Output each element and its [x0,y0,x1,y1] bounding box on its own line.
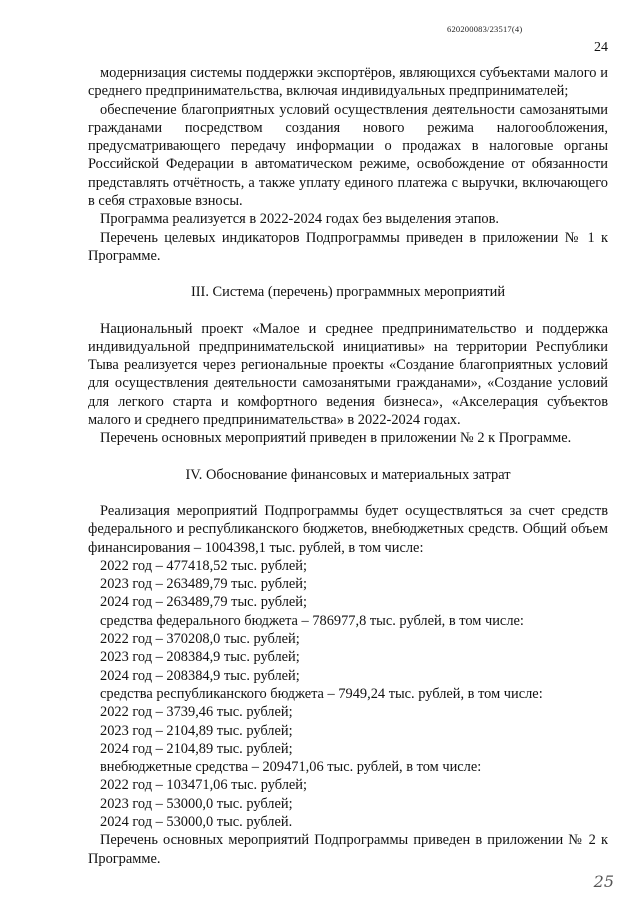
page-number: 24 [594,40,608,55]
paragraph-financing-total: Реализация мероприятий Подпрограммы будет осуществляться за счет средств федерального и республиканского бюджетов, внебюджетных средств. Общий объем финансирования – 1004398,1 тыс. рублей, в том числе: [88,502,608,556]
paragraph-indicators: Перечень целевых индикаторов Подпрограммы приведен в приложении № 1 к Программе. [88,229,608,264]
document-body [88,64,608,868]
document-code: 620200083/23517(4) [447,24,523,34]
financing-line: 2024 год – 263489,79 тыс. рублей; [100,594,307,611]
financing-line: 2023 год – 263489,79 тыс. рублей; [100,576,307,593]
financing-line: 2024 год – 2104,89 тыс. рублей; [100,740,293,757]
financing-line: средства федерального бюджета – 786977,8 тыс. рублей, в том числе: [100,612,524,629]
handwritten-page-mark: 25 [593,872,614,891]
paragraph-self-employed: обеспечение благоприятных условий осуществления деятельности самозанятыми гражданами посредством создания нового режима налогообложения, предусматривающего передачу информации о продажах в налоговые органы Российской Федерации в автоматическом режиме, освобождение от обязанности представлять отчётность, а также уплату единого платежа с выручки, включающего в себя страховые взносы. [88,101,608,210]
section-title-measures: III. Система (перечень) программных мероприятий [190,284,506,301]
paragraph-main-measures: Перечень основных мероприятий приведен в приложении № 2 к Программе. [100,430,572,447]
financing-line: 2022 год – 3739,46 тыс. рублей; [100,704,293,721]
financing-line: 2022 год – 477418,52 тыс. рублей; [100,557,307,574]
financing-line: 2023 год – 53000,0 тыс. рублей; [100,795,293,812]
paragraph-national-project: Национальный проект «Малое и среднее предпринимательство и поддержка индивидуальной предпринимательской инициативы» на территории Республики Тыва реализуется через региональные проекты «Создание благоприятных условий для осуществления деятельности самозанятыми гражданами», «Создание условий для легкого старта и комфортного ведения бизнеса», «Акселерация субъектов малого и среднего предпринимательства» в 2022-2024 годах. [88,320,608,429]
financing-line: 2024 год – 208384,9 тыс. рублей; [100,667,300,684]
financing-line: внебюджетные средства – 209471,06 тыс. рублей, в том числе: [100,759,482,776]
paragraph-export-support: модернизация системы поддержки экспортёров, являющихся субъектами малого и среднего предпринимательства, включая индивидуальных предпринимателей; [88,65,608,100]
financing-line: 2022 год – 103471,06 тыс. рублей; [100,777,307,794]
section-title-financing: IV. Обоснование финансовых и материальных затрат [185,466,511,483]
financing-line: 2023 год – 2104,89 тыс. рублей; [100,722,293,739]
financing-line: 2022 год – 370208,0 тыс. рублей; [100,631,300,648]
financing-line: 2023 год – 208384,9 тыс. рублей; [100,649,300,666]
financing-line: средства республиканского бюджета – 7949,24 тыс. рублей, в том числе: [100,685,543,702]
financing-line: 2024 год – 53000,0 тыс. рублей. [100,813,293,830]
paragraph-period: Программа реализуется в 2022-2024 годах без выделения этапов. [100,211,500,228]
paragraph-appendix-reference: Перечень основных мероприятий Подпрограммы приведен в приложении № 2 к Программе. [88,832,608,867]
financing-list [88,557,608,831]
